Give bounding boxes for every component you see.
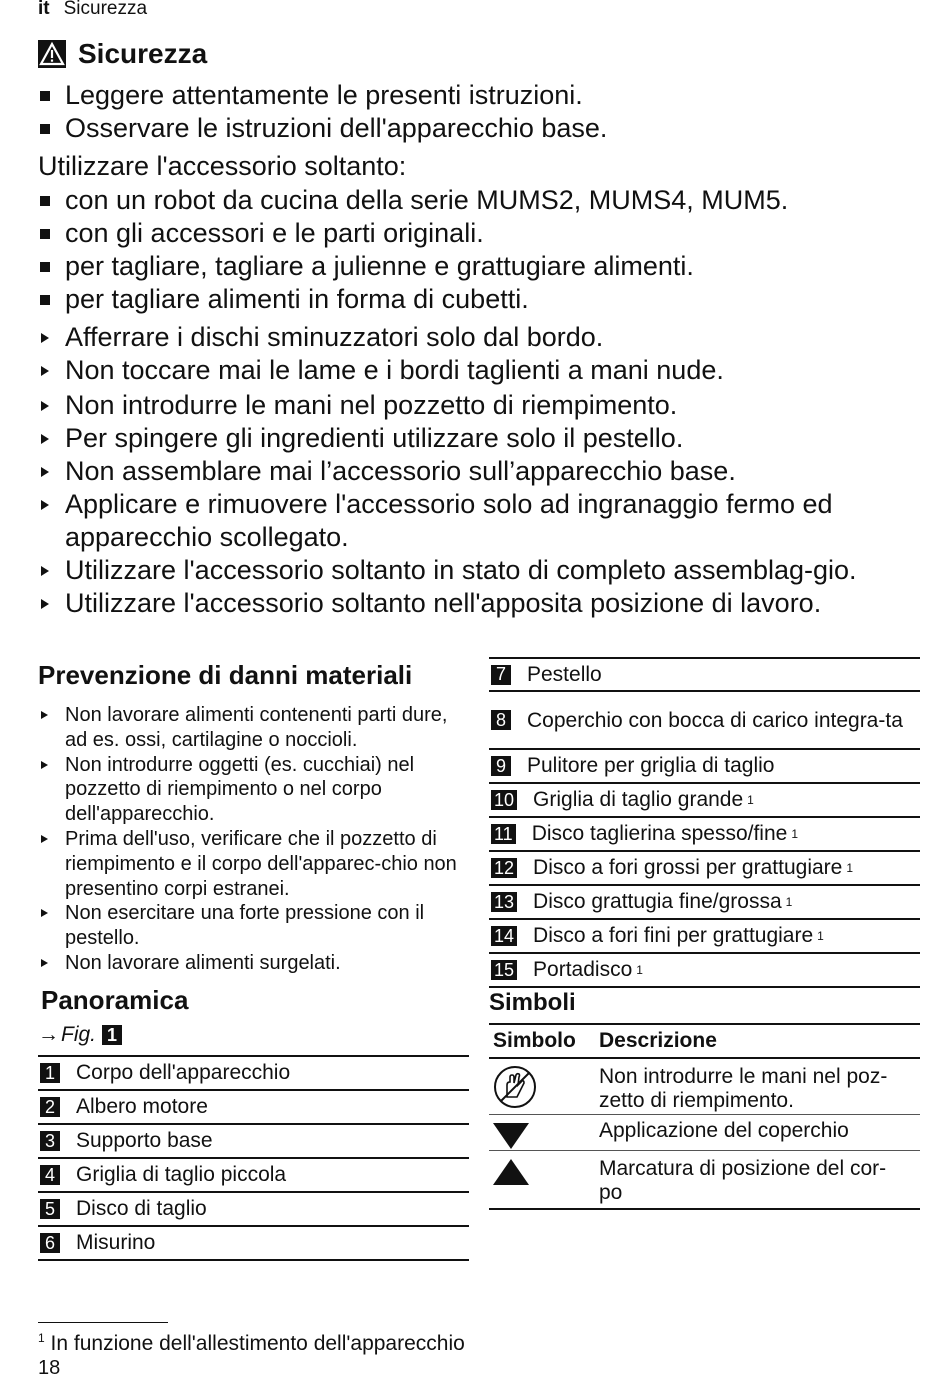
footnote-marker: 1: [791, 827, 799, 841]
list-item: Prima dell'uso, verificare che il pozzetto di riempimento e il corpo dell'apparec-chio non presentino corpi estranei.: [38, 827, 473, 901]
item-number: 7: [491, 665, 511, 685]
item-label: Pestello: [527, 662, 602, 686]
table-row: [489, 784, 920, 818]
footnote-marker: 1: [817, 929, 824, 943]
list-item: Utilizzare l'accessorio soltanto nell'apposita posizione di lavoro.: [38, 587, 928, 620]
safety-title: Sicurezza: [78, 38, 208, 69]
item-label: Disco taglierina spesso/fine: [531, 822, 788, 845]
warning-icon: [38, 40, 66, 68]
list-item: Osservare le istruzioni dell'apparecchio base.: [38, 112, 607, 145]
symbol-description: Non introdurre le mani nel poz-zetto di riempimento.: [599, 1065, 888, 1112]
table-row: [38, 1125, 469, 1159]
symbols-header: [489, 1023, 920, 1059]
language-code: it: [38, 0, 50, 19]
no-hands-icon: [489, 1065, 599, 1114]
table-row: [489, 954, 920, 988]
item-label: Pulitore per griglia di taglio: [527, 754, 775, 777]
list-item: per tagliare alimenti in forma di cubetti.: [38, 283, 788, 316]
item-number: 1: [40, 1063, 60, 1083]
table-row: [489, 659, 920, 692]
figure-label: Fig.: [61, 1023, 97, 1046]
symbols-title: Simboli: [489, 989, 576, 1016]
item-number: 15: [491, 960, 517, 980]
footnote-marker: 1: [846, 861, 854, 875]
usage-intro: Utilizzare l'accessorio soltanto:: [38, 151, 407, 181]
list-item: Non lavorare alimenti surgelati.: [38, 951, 473, 976]
footnote-marker: 1: [636, 963, 643, 977]
page-title: [38, 38, 207, 70]
table-row: [489, 818, 920, 852]
list-item: Non introdurre le mani nel pozzetto di riempimento.: [38, 389, 928, 422]
item-number: 9: [491, 756, 511, 776]
footnote-marker: 1: [785, 895, 793, 909]
list-item: per tagliare, tagliare a julienne e grattugiare alimenti.: [38, 250, 788, 283]
footnote-text: In funzione dell'allestimento dell'apparecchio: [50, 1332, 465, 1355]
list-item: Non lavorare alimenti contenenti parti dure, ad es. ossi, cartilagine o noccioli.: [38, 703, 473, 753]
prevention-list: [38, 703, 473, 976]
item-label: Disco a fori grossi per grattugiare: [533, 856, 843, 879]
item-label: Misurino: [76, 1231, 156, 1254]
item-number: 8: [491, 710, 511, 730]
item-label: Disco a fori fini per grattugiare: [533, 924, 814, 947]
table-row: [489, 1151, 920, 1210]
table-row: [489, 692, 920, 750]
triangle-down-icon: [489, 1119, 599, 1150]
table-row: [489, 750, 920, 784]
running-header: [38, 0, 147, 20]
page-number: 18: [38, 1357, 61, 1379]
item-label: Disco grattugia fine/grossa: [533, 890, 782, 913]
list-item: Non introdurre oggetti (es. cucchiai) nel pozzetto di riempimento o nel corpo dell'apparecchio.: [38, 753, 473, 827]
item-number: 11: [491, 824, 516, 844]
item-label: Griglia di taglio piccola: [76, 1163, 287, 1186]
table-row: [38, 1159, 469, 1193]
item-label: Albero motore: [76, 1095, 208, 1118]
table-row: [489, 920, 920, 954]
list-item: Applicare e rimuovere l'accessorio solo ad ingranaggio fermo ed apparecchio scollegato.: [38, 488, 928, 554]
footnote-marker: 1: [38, 1331, 45, 1345]
footnote-divider: [38, 1322, 168, 1323]
item-number: 14: [491, 926, 517, 946]
table-row: [38, 1091, 469, 1125]
list-item: Utilizzare l'accessorio soltanto in stato di completo assemblag-gio.: [38, 554, 928, 587]
arrow-right-icon: →: [38, 1023, 59, 1046]
prevention-title: Prevenzione di danni materiali: [38, 660, 413, 690]
item-label: Corpo dell'apparecchio: [76, 1061, 291, 1084]
item-number: 6: [40, 1233, 60, 1253]
usage-bullets: [38, 184, 788, 316]
item-number: 5: [40, 1199, 60, 1219]
table-row: [489, 1115, 920, 1151]
column-header-description: Descrizione: [599, 1029, 717, 1052]
list-item: Per spingere gli ingredienti utilizzare solo il pestello.: [38, 422, 928, 455]
figure-number: 1: [102, 1025, 122, 1045]
item-number: 3: [40, 1131, 60, 1151]
symbol-description: Marcatura di posizione del cor-po: [599, 1157, 887, 1204]
section-name: Sicurezza: [63, 0, 148, 19]
item-number: 2: [40, 1097, 60, 1117]
item-number: 4: [40, 1165, 60, 1185]
list-item: Non toccare mai le lame e i bordi taglienti a mani nude.: [38, 354, 928, 387]
list-item: Non assemblare mai l’accessorio sull’apparecchio base.: [38, 455, 928, 488]
item-number: 10: [491, 790, 517, 810]
parts-table-left: [38, 1055, 469, 1261]
symbol-description: Applicazione del coperchio: [599, 1119, 849, 1142]
table-row: [489, 1059, 920, 1115]
safety-bullets-top: [38, 79, 607, 145]
footnote-marker: 1: [747, 793, 754, 807]
list-item: Non esercitare una forte pressione con il pestello.: [38, 901, 473, 951]
item-label: Griglia di taglio grande: [533, 788, 744, 811]
item-label: Portadisco: [533, 958, 633, 981]
table-row: [489, 852, 920, 886]
table-row: [38, 1227, 469, 1261]
table-row: [489, 886, 920, 920]
item-label: Coperchio con bocca di carico integra-ta: [527, 708, 903, 732]
list-item: con gli accessori e le parti originali.: [38, 217, 788, 250]
item-number: 13: [491, 892, 517, 912]
item-label: Supporto base: [76, 1129, 213, 1152]
table-row: [38, 1057, 469, 1091]
list-item: Afferrare i dischi sminuzzatori solo dal bordo.: [38, 321, 928, 354]
list-item: Leggere attentamente le presenti istruzioni.: [38, 79, 607, 112]
safety-actions: [38, 321, 928, 620]
list-item: con un robot da cucina della serie MUMS2, MUMS4, MUM5.: [38, 184, 788, 217]
overview-title: Panoramica: [41, 985, 189, 1015]
symbols-table: [489, 1023, 920, 1210]
footnote: [38, 1331, 465, 1356]
item-number: 12: [491, 858, 517, 878]
item-label: Disco di taglio: [76, 1197, 207, 1220]
figure-reference: [38, 1023, 138, 1047]
column-header-symbol: Simbolo: [493, 1029, 576, 1052]
table-row: [38, 1193, 469, 1227]
parts-table-right: [489, 657, 920, 988]
triangle-up-icon: [489, 1157, 599, 1208]
